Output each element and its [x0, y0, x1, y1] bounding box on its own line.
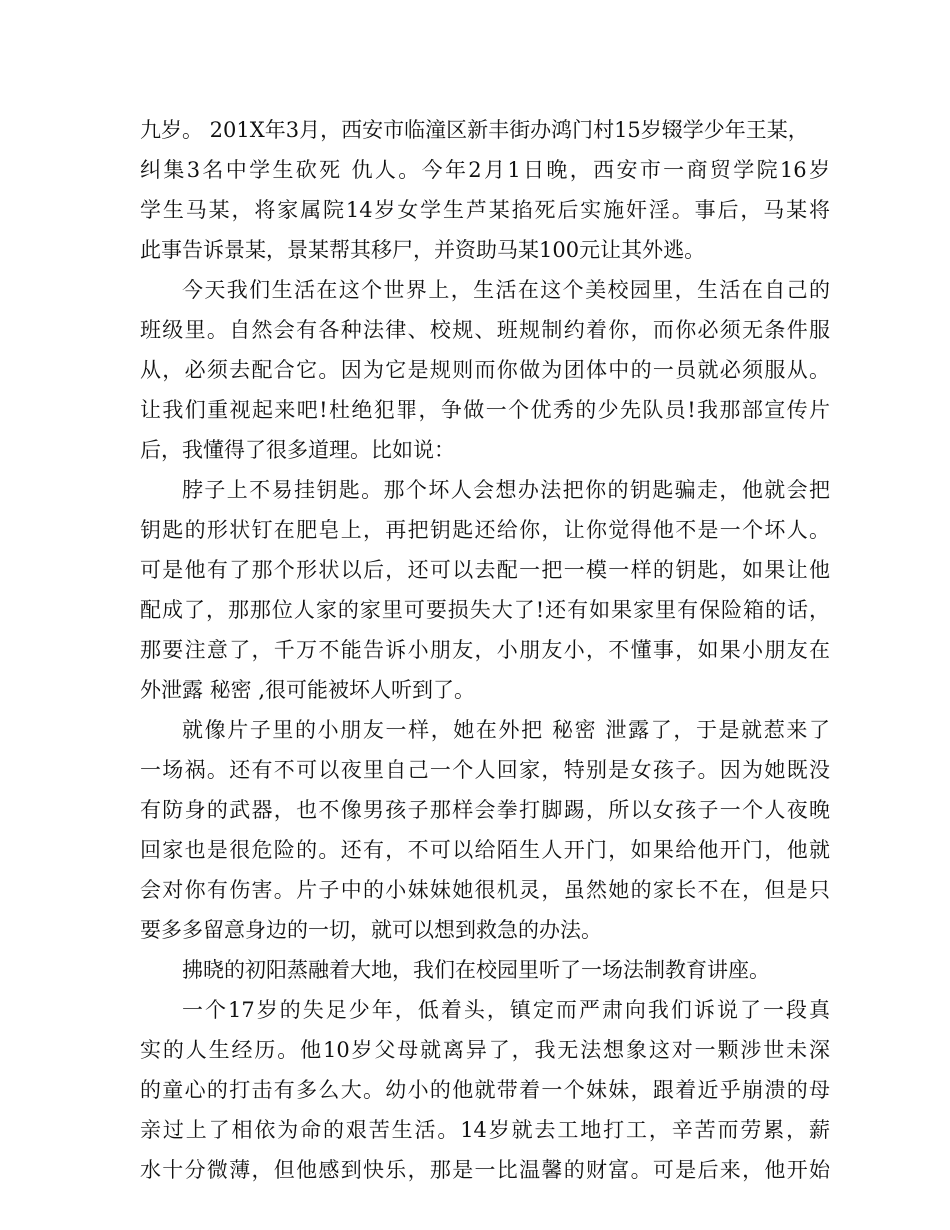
text-line: 学生马某，将家属院14岁女学生芦某掐死后实施奸淫。事后，马某将	[140, 198, 830, 222]
text-line: 那要注意了，千万不能告诉小朋友，小朋友小，不懂事，如果小朋友在	[140, 638, 830, 662]
text-line: 回家也是很危险的。还有，不可以给陌生人开门，如果给他开门，他就	[140, 838, 830, 862]
paragraph-first-line: 今天我们生活在这个世界上，生活在这个美校园里，生活在自己的	[182, 278, 830, 302]
paragraph-first-line: 一个17岁的失足少年，低着头，镇定而严肃向我们诉说了一段真	[182, 998, 830, 1022]
text-line: 配成了，那那位人家的家里可要损失大了!还有如果家里有保险箱的话，	[140, 598, 830, 622]
text-line: 有防身的武器，也不像男孩子那样会拳打脚踢，所以女孩子一个人夜晚	[140, 798, 830, 822]
text-line: 实的人生经历。他10岁父母就离异了，我无法想象这对一颗涉世未深	[140, 1038, 830, 1062]
text-line: 班级里。自然会有各种法律、校规、班规制约着你，而你必须无条件服	[140, 318, 830, 342]
text-line: 外泄露 秘密 ,很可能被坏人听到了。	[140, 678, 476, 702]
paragraph-first-line: 就像片子里的小朋友一样，她在外把 秘密 泄露了，于是就惹来了	[182, 718, 830, 742]
text-line: 的童心的打击有多么大。幼小的他就带着一个妹妹，跟着近乎崩溃的母	[140, 1078, 830, 1102]
paragraph-first-line: 脖子上不易挂钥匙。那个坏人会想办法把你的钥匙骗走，他就会把	[182, 478, 830, 502]
text-line: 钥匙的形状钉在肥皂上，再把钥匙还给你，让你觉得他不是一个坏人。	[140, 518, 830, 542]
paragraph-first-line: 拂晓的初阳蒸融着大地，我们在校园里听了一场法制教育讲座。	[182, 958, 770, 982]
text-line: 让我们重视起来吧!杜绝犯罪，争做一个优秀的少先队员!我那部宣传片	[140, 398, 830, 422]
text-line: 会对你有伤害。片子中的小妹妹她很机灵，虽然她的家长不在，但是只	[140, 878, 830, 902]
text-line: 一场祸。还有不可以夜里自己一个人回家，特别是女孩子。因为她既没	[140, 758, 830, 782]
text-line: 可是他有了那个形状以后，还可以去配一把一模一样的钥匙，如果让他	[140, 558, 830, 582]
text-line: 此事告诉景某，景某帮其移尸，并资助马某100元让其外逃。	[140, 238, 706, 262]
text-line: 纠集3名中学生砍死 仇人。今年2月1日晚，西安市一商贸学院16岁	[140, 158, 830, 182]
text-line: 亲过上了相依为命的艰苦生活。14岁就去工地打工，辛苦而劳累，薪	[140, 1118, 830, 1142]
text-line: 后，我懂得了很多道理。比如说：	[140, 438, 455, 462]
text-line: 九岁。 201X年3月，西安市临潼区新丰街办鸿门村15岁辍学少年王某，	[140, 118, 809, 142]
text-line: 水十分微薄，但他感到快乐，那是一比温馨的财富。可是后来，他开始	[140, 1158, 830, 1182]
text-line: 从，必须去配合它。因为它是规则而你做为团体中的一员就必须服从。	[140, 358, 830, 382]
text-line: 要多多留意身边的一切，就可以想到救急的办法。	[140, 918, 602, 942]
